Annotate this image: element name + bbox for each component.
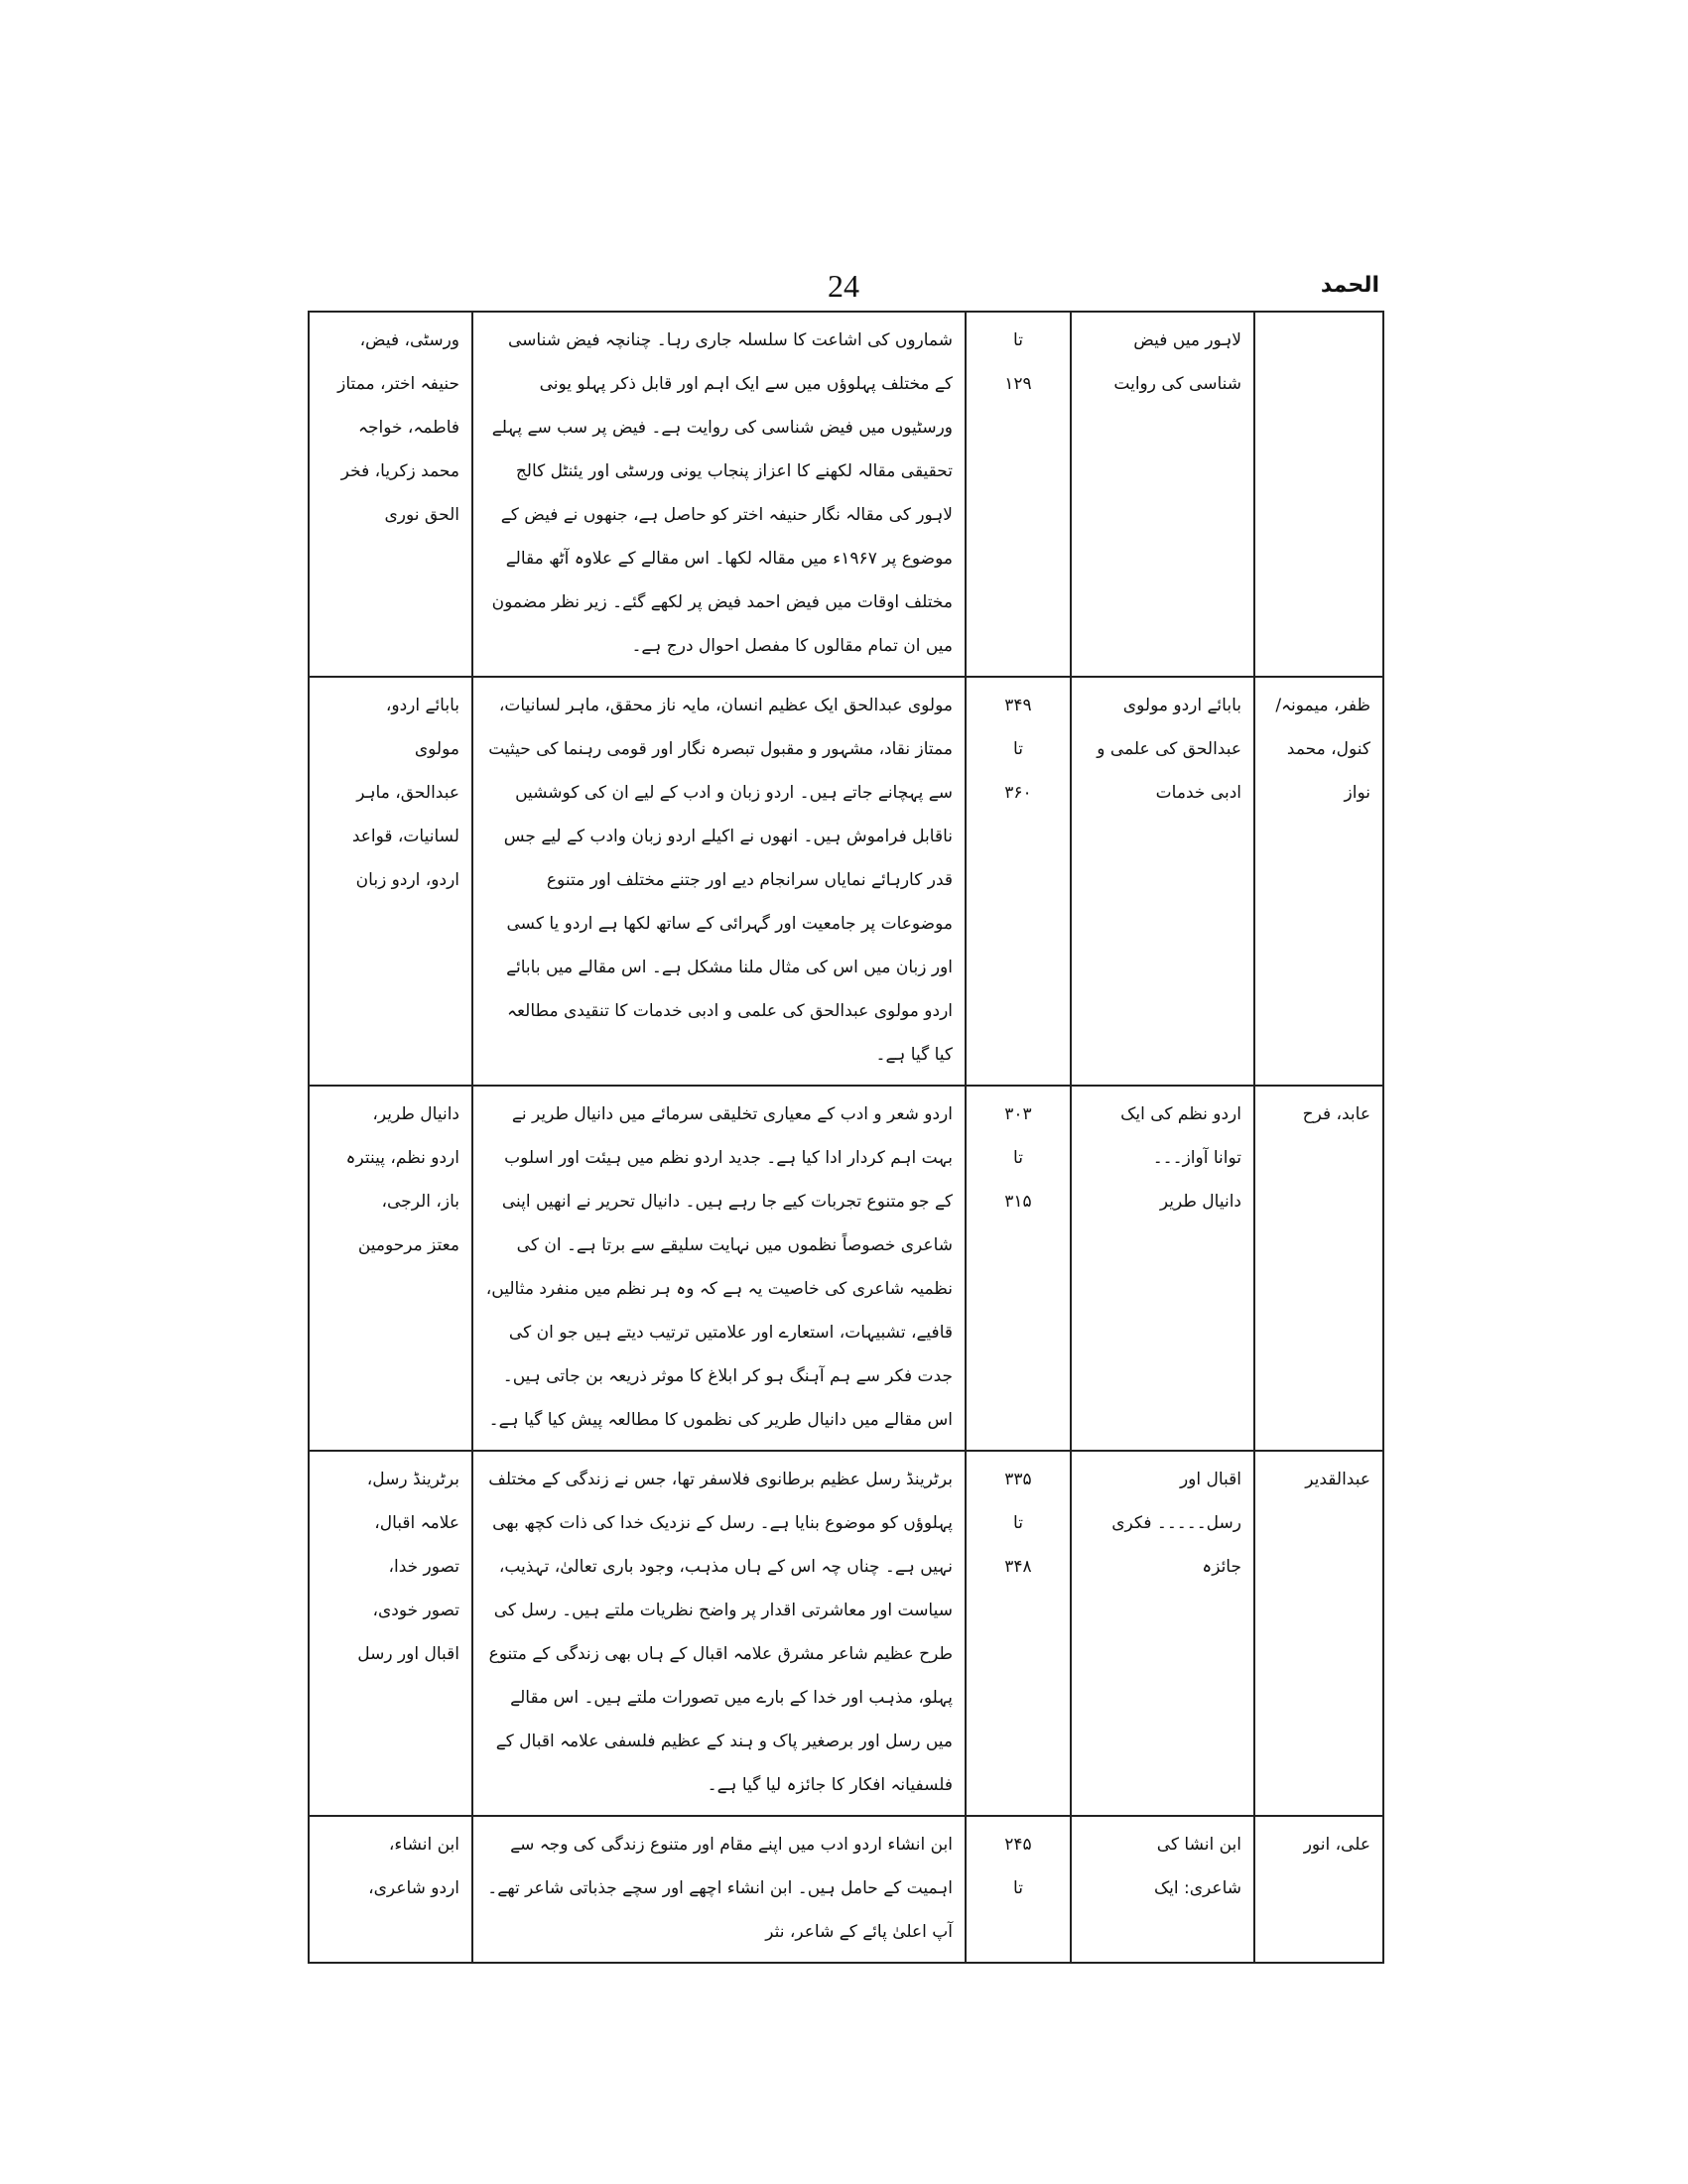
page-range-line: تا [1013, 739, 1023, 759]
author-cell: ظفر، میمونہ/ کنول، محمد نواز [1254, 677, 1383, 1086]
page-range-line: ۳۱۵ [1004, 1192, 1032, 1212]
title-cell [1071, 1816, 1254, 1963]
abstract-cell: برٹرینڈ رسل عظیم برطانوی فلاسفر تھا، جس نے زندگی کے مختلف پہلوؤں کو موضوع بنایا ہے۔ رسل کے نزدیک خدا کی ذات کچھ بھی نہیں ہے۔ چناں چہ اس کے ہاں مذہب، وجود باری تعالیٰ، تہذیب، سیاست اور معاشرتی اقدار پر واضح نظریات ملتے ہیں۔ رسل کی طرح عظیم شاعر مشرق علامہ اقبال کے ہاں بھی زندگی کے متنوع پہلو، مذہب اور خدا کے بارے میں تصورات ملتے ہیں۔ اس مقالے میں رسل اور برصغیر پاک و ہند کے عظیم فلسفی علامہ اقبال کے فلسفیانہ افکار کا جائزہ لیا گیا ہے۔ [472, 1451, 966, 1816]
page-range-line: ۳۶۰ [1004, 783, 1032, 803]
title-line: رسل۔۔۔۔۔ فکری [1111, 1513, 1241, 1533]
title-line: توانا آواز۔۔۔ [1152, 1148, 1241, 1168]
keyword-line: اقبال اور رسل [357, 1644, 459, 1664]
abstract-cell: مولوی عبدالحق ایک عظیم انسان، مایہ ناز محقق، ماہر لسانیات، ممتاز نقاد، مشہور و مقبول تبصرہ نگار اور قومی رہنما کی حیثیت سے پہچانے جاتے ہیں۔ اردو زبان و ادب کے لیے ان کی کوششیں ناقابل فراموش ہیں۔ انھوں نے اکیلے اردو زبان وادب کے لیے جس قدر کارہائے نمایاں سرانجام دیے اور جتنے مختلف اور متنوع موضوعات پر جامعیت اور گہرائی کے ساتھ لکھا ہے اردو یا کسی اور زبان میں اس کی مثال ملنا مشکل ہے۔ اس مقالے میں بابائے اردو مولوی عبدالحق کی علمی و ادبی خدمات کا تنقیدی مطالعہ کیا گیا ہے۔ [472, 677, 966, 1086]
keyword-line: الحق نوری [384, 505, 459, 525]
keyword-line: فاطمہ، خواجہ [358, 418, 459, 438]
title-line: اردو نظم کی ایک [1120, 1104, 1241, 1124]
keywords-cell [309, 312, 472, 677]
article-index-table-wrapper [308, 311, 1382, 1942]
page-range-line: تا [1013, 1513, 1023, 1533]
author-cell: عابد، فرح [1254, 1086, 1383, 1451]
title-cell [1071, 1086, 1254, 1451]
keyword-line: مولوی [414, 739, 459, 759]
keyword-line: اردو نظم، پینترہ [345, 1148, 459, 1168]
title-line: شناسی کی روایت [1113, 374, 1241, 394]
title-line: دانیال طریر [1159, 1192, 1241, 1212]
author-cell: عبدالقدیر [1254, 1451, 1383, 1816]
keyword-line: ابن انشاء، [388, 1835, 459, 1855]
title-line: شاعری: ایک [1153, 1878, 1241, 1898]
page-header [308, 266, 1379, 310]
title-cell [1071, 677, 1254, 1086]
title-line: اقبال اور [1179, 1470, 1241, 1489]
page-range-line: تا [1013, 1148, 1023, 1168]
title-cell [1071, 312, 1254, 677]
keyword-line: بابائے اردو، [385, 696, 459, 715]
title-line: ادبی خدمات [1155, 783, 1241, 803]
keywords-cell [309, 1451, 472, 1816]
pages-cell [966, 677, 1071, 1086]
title-line: لاہور میں فیض [1133, 330, 1241, 350]
keyword-line: تصور خدا، [388, 1557, 459, 1577]
table-row [309, 312, 1383, 677]
keyword-line: برٹرینڈ رسل، [366, 1470, 459, 1489]
page-range-line: ۳۰۳ [1004, 1104, 1032, 1124]
abstract-cell: اردو شعر و ادب کے معیاری تخلیقی سرمائے میں دانیال طریر نے بہت اہم کردار ادا کیا ہے۔ جدید اردو نظم میں ہیئت اور اسلوب کے جو متنوع تجربات کیے جا رہے ہیں۔ دانیال تحریر نے انھیں اپنی شاعری خصوصاً نظموں میں نہایت سلیقے سے برتا ہے۔ ان کی نظمیہ شاعری کی خاصیت یہ ہے کہ وہ ہر نظم میں منفرد مثالیں، قافیے، تشبیہات، استعارے اور علامتیں ترتیب دیتے ہیں جو ان کی جدت فکر سے ہم آہنگ ہو کر ابلاغ کا موثر ذریعہ بن جاتی ہیں۔ اس مقالے میں دانیال طریر کی نظموں کا مطالعہ پیش کیا گیا ہے۔ [472, 1086, 966, 1451]
title-line: ابن انشا کی [1156, 1835, 1241, 1855]
table-row [309, 1451, 1383, 1816]
title-line: جائزہ [1202, 1557, 1241, 1577]
keyword-line: ورسٹی، فیض، [359, 330, 459, 350]
pages-cell [966, 1086, 1071, 1451]
abstract-cell: شماروں کی اشاعت کا سلسلہ جاری رہا۔ چنانچہ فیض شناسی کے مختلف پہلوؤں میں سے ایک اہم اور قابل ذکر پہلو یونی ورسٹیوں میں فیض شناسی کی روایت ہے۔ فیض پر سب سے پہلے تحقیقی مقالہ لکھنے کا اعزاز پنجاب یونی ورسٹی اور یئنٹل کالج لاہور کی مقالہ نگار حنیفہ اختر کو حاصل ہے، جنھوں نے فیض کے موضوع پر ۱۹۶۷ء میں مقالہ لکھا۔ اس مقالے کے علاوہ آٹھ مقالے مختلف اوقات میں فیض احمد فیض پر لکھے گئے۔ زیر نظر مضمون میں ان تمام مقالوں کا مفصل احوال درج ہے۔ [472, 312, 966, 677]
title-line: بابائے اردو مولوی [1122, 696, 1241, 715]
keyword-line: باز، الرجی، [381, 1192, 459, 1212]
keyword-line: معتز مرحومین [357, 1235, 459, 1255]
page-range-line: ۱۲۹ [1004, 374, 1032, 394]
keyword-line: تصور خودی، [372, 1601, 459, 1620]
abstract-cell: ابن انشاء اردو ادب میں اپنے مقام اور متنوع زندگی کی وجہ سے اہمیت کے حامل ہیں۔ ابن انشاء اچھے اور سچے جذباتی شاعر تھے۔ آپ اعلیٰ پائے کے شاعر، نثر [472, 1816, 966, 1963]
table-row [309, 677, 1383, 1086]
page-range-line: ۳۴۹ [1004, 696, 1032, 715]
keywords-cell [309, 1816, 472, 1963]
author-cell [1254, 312, 1383, 677]
author-cell: علی، انور [1254, 1816, 1383, 1963]
table-body [309, 312, 1383, 1963]
title-line: عبدالحق کی علمی و [1097, 739, 1241, 759]
keyword-line: اردو شاعری، [368, 1878, 459, 1898]
title-cell [1071, 1451, 1254, 1816]
page-range-line: تا [1013, 1878, 1023, 1898]
keyword-line: اردو، اردو زبان [355, 870, 459, 890]
page-range-line: ۳۳۵ [1004, 1470, 1032, 1489]
keywords-cell [309, 677, 472, 1086]
pages-cell [966, 1816, 1071, 1963]
keyword-line: دانیال طریر، [372, 1104, 459, 1124]
keyword-line: علامہ اقبال، [374, 1513, 459, 1533]
pages-cell [966, 1451, 1071, 1816]
keyword-line: لسانیات، قواعد [351, 827, 459, 846]
keyword-line: عبدالحق، ماہر [356, 783, 459, 803]
table-row [309, 1086, 1383, 1451]
page-range-line: ۳۴۸ [1004, 1557, 1032, 1577]
journal-title: الحمد [1320, 273, 1379, 298]
page-range-line: تا [1013, 330, 1023, 350]
article-index-table [308, 311, 1384, 1964]
page-number: 24 [828, 268, 859, 304]
keyword-line: محمد زکریا، فخر [340, 461, 459, 481]
keyword-line: حنیفہ اختر، ممتاز [337, 374, 459, 394]
keywords-cell [309, 1086, 472, 1451]
table-row [309, 1816, 1383, 1963]
page-range-line: ۲۴۵ [1004, 1835, 1032, 1855]
pages-cell [966, 312, 1071, 677]
